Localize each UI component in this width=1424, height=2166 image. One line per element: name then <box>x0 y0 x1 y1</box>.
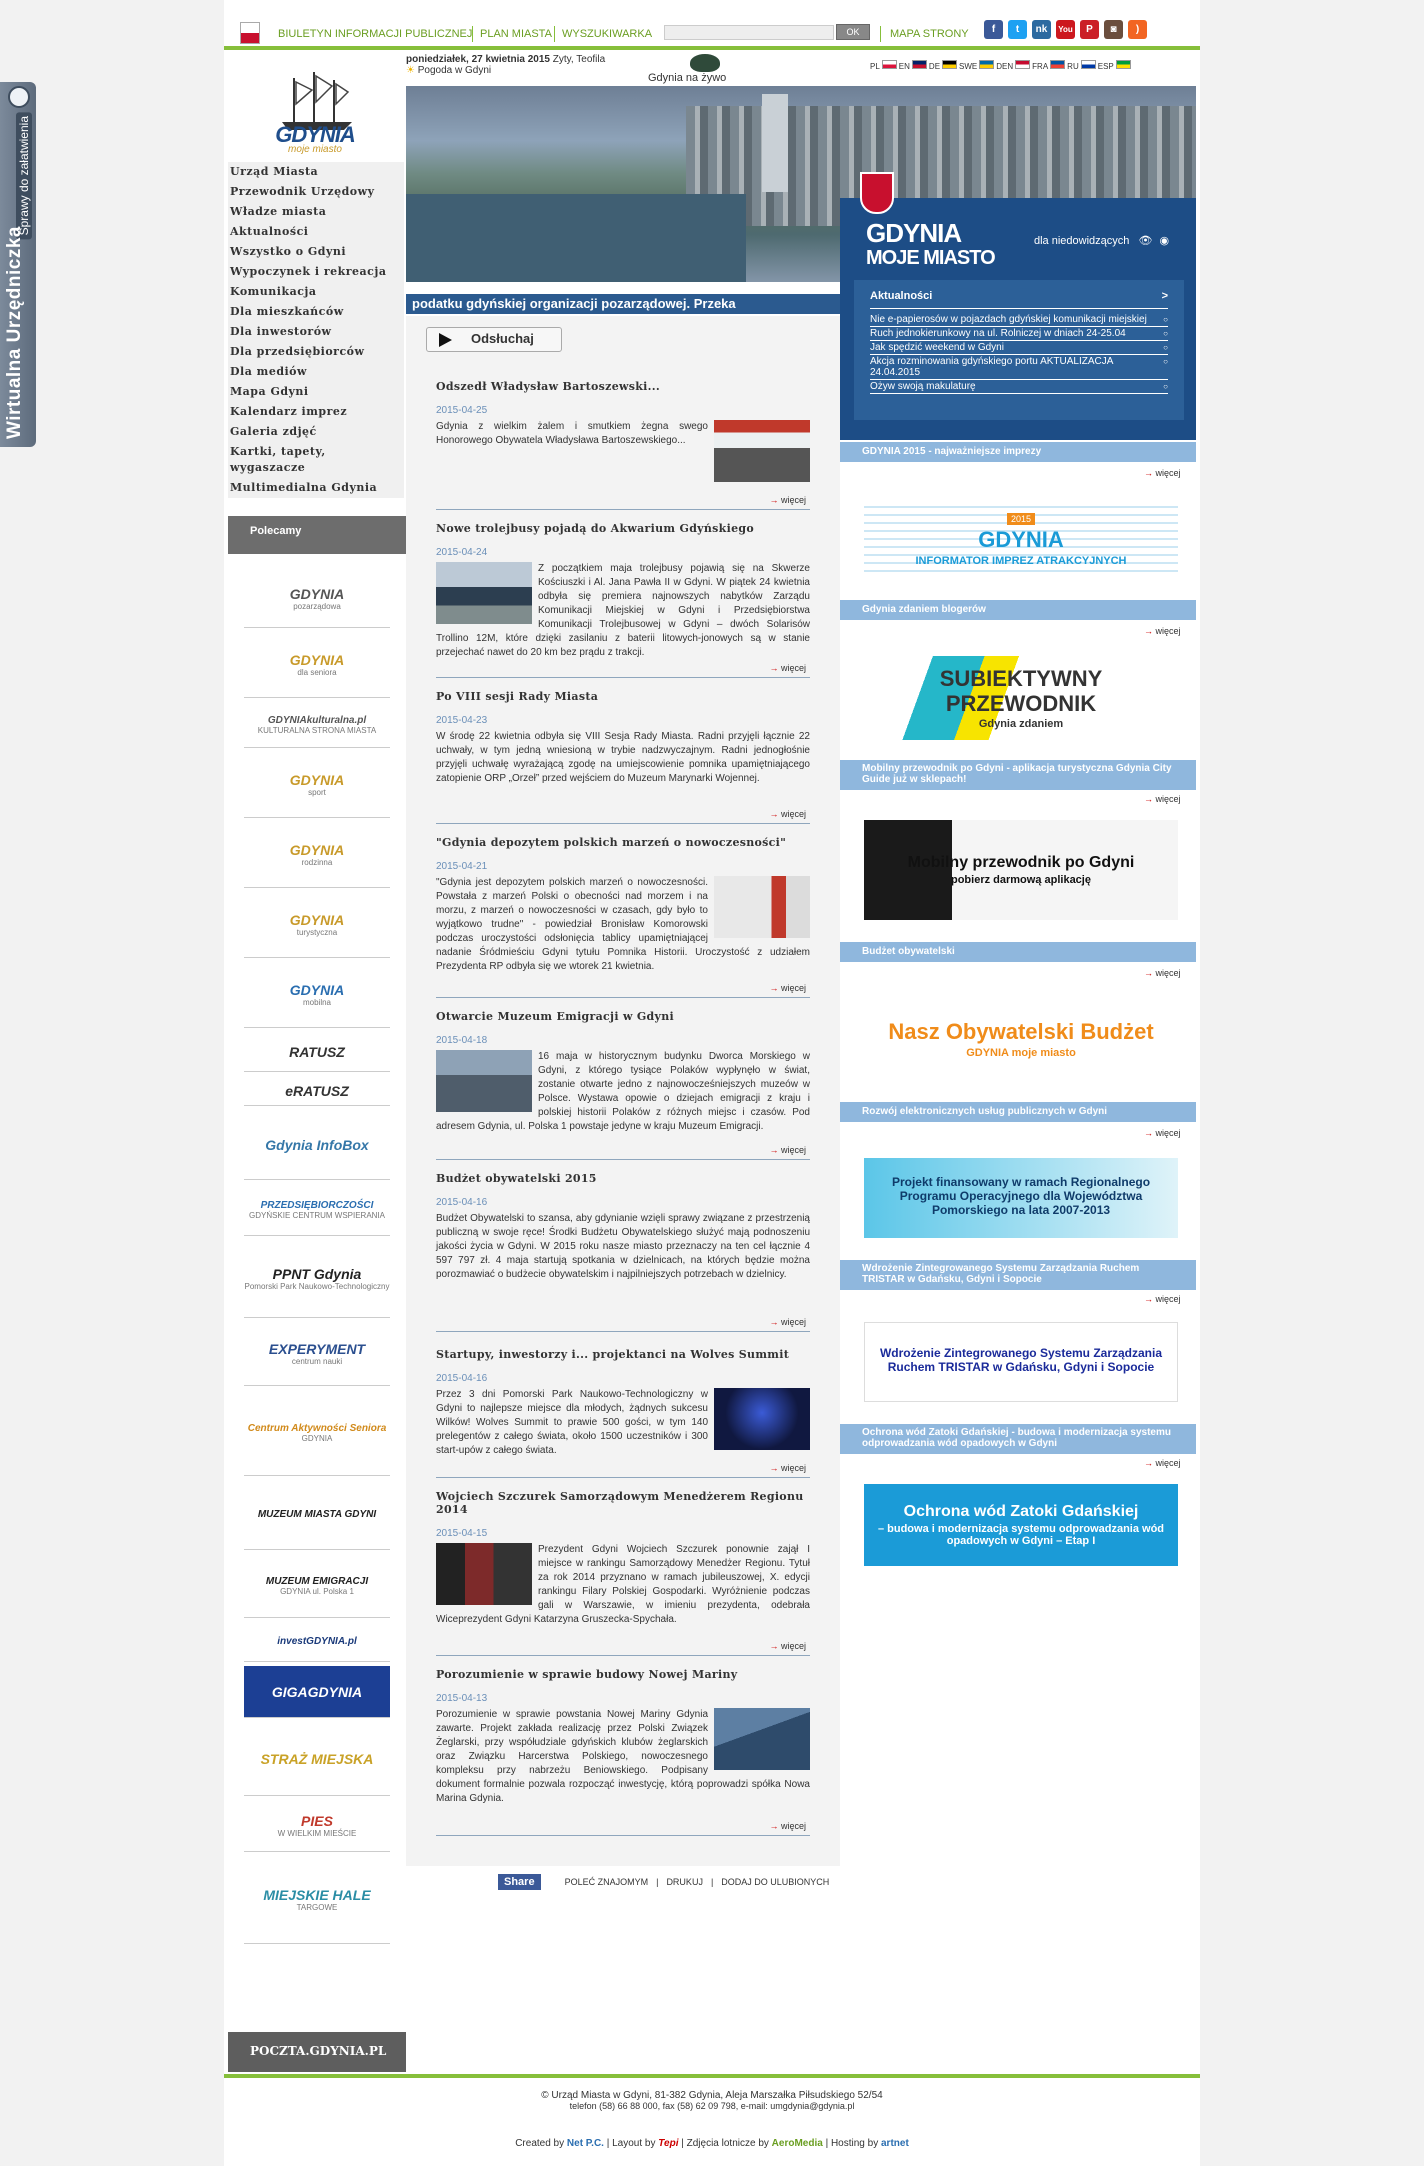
article-thumbnail[interactable] <box>714 1388 810 1450</box>
pinterest-icon[interactable]: P <box>1080 20 1099 39</box>
language-en[interactable]: EN <box>899 60 927 71</box>
article-date: 2015-04-13 <box>436 1693 488 1704</box>
article-title[interactable]: Po VIII sesji Rady Miasta <box>436 690 599 703</box>
promo-label: MUZEUM EMIGRACJI <box>265 1575 369 1587</box>
left-navigation <box>228 162 404 498</box>
banner-headline: SUBIEKTYWNY PRZEWODNIK <box>939 665 1103 716</box>
date-bar <box>406 54 605 76</box>
right-banner[interactable] <box>864 1484 1178 1566</box>
name-day: Zyty, Teofila <box>552 54 606 65</box>
listen-button[interactable]: Odsłuchaj <box>426 327 562 352</box>
nav-item[interactable]: Dla przedsiębiorców <box>230 345 365 358</box>
promo-label: Centrum Aktywności Seniora <box>247 1422 387 1434</box>
footer-address: © Urząd Miasta w Gdyni, 81-382 Gdynia, Aleja Marszałka Piłsudskiego 52/54 <box>541 2090 883 2101</box>
more-link[interactable]: → więcej <box>1144 1294 1181 1304</box>
article-thumbnail[interactable] <box>714 420 810 482</box>
more-link[interactable]: → więcej <box>769 1145 808 1157</box>
news-article <box>436 1348 810 1478</box>
facebook-icon[interactable]: f <box>984 20 1003 39</box>
article-lead: Gdynia z wielkim żalem i smutkiem żegna swego Honorowego Obywatela Władysława Bartoszewskiego... <box>436 421 708 446</box>
webcam-icon[interactable] <box>690 54 720 72</box>
search-input[interactable] <box>664 25 834 40</box>
clerk-icon <box>8 86 30 108</box>
promo-banner[interactable] <box>244 632 390 698</box>
print-link[interactable]: DRUKUJ <box>666 1877 703 1887</box>
eye-icon: 👁 <box>1138 235 1153 247</box>
right-banner[interactable] <box>864 998 1178 1080</box>
promo-sub: GDYŃSKIE CENTRUM WSPIERANIA <box>248 1210 385 1220</box>
more-link[interactable]: → więcej <box>1144 468 1181 478</box>
article-title[interactable]: Porozumienie w sprawie budowy Nowej Mariny <box>436 1668 738 1681</box>
more-link[interactable]: → więcej <box>769 495 808 507</box>
promo-sub: GDYNIA ul. Polska 1 <box>280 1586 354 1596</box>
banner-headline: Mobilny przewodnik po Gdyni <box>907 853 1135 871</box>
nav-item[interactable]: Kalendarz imprez <box>230 405 348 418</box>
nav-item[interactable]: Wszystko o Gdyni <box>230 245 347 258</box>
youtube-icon[interactable]: You <box>1056 20 1075 39</box>
right-banner[interactable] <box>864 502 1178 578</box>
weather-icon: ☀ <box>406 65 415 76</box>
article-title[interactable]: Budżet obywatelski 2015 <box>436 1172 597 1185</box>
rss-icon[interactable]: ) <box>1128 20 1147 39</box>
news-panel-item[interactable]: Jak spędzić weekend w Gdyni ○ <box>870 341 1168 355</box>
promo-label: EXPERYMENT <box>268 1341 366 1357</box>
banner-subline: Gdynia zdaniem <box>978 718 1064 731</box>
logo-wordmark: GDYNIA <box>275 122 355 147</box>
article-thumbnail[interactable] <box>714 876 810 938</box>
footer <box>224 2074 1200 2111</box>
promo-label: PIES <box>301 1813 333 1829</box>
nav-item[interactable]: Kartki, tapety, wygaszacze <box>230 445 326 474</box>
promo-label: MUZEUM MIASTA GDYNI <box>257 1509 377 1520</box>
news-article <box>436 1010 810 1160</box>
nav-item[interactable]: Aktualności <box>230 225 309 238</box>
news-article <box>436 1668 810 1836</box>
article-lead: Z początkiem maja trolejbusy pojawią się na Skwerze Kościuszki i Al. Jana Pawła II w Gdyni. W piątek 24 kwietnia odbyła się premiera najnowszych nabytków Zarządu Komunikacji Miejskiej w Gdyni i Przedsiębiorstwa Komunikacji Trolejbusowej w Gdyni – dwóch Solarisów Trollino 12M, które dzięki zasilaniu z baterii litowych-jonowych są w stanie przejechać nawet do 20 km bez prądu z trakcji. <box>436 563 810 658</box>
right-section-title[interactable]: Budżet obywatelski <box>840 942 1196 962</box>
recommend-link[interactable]: POLEĆ ZNAJOMYM <box>564 1877 649 1887</box>
flag-icon <box>942 60 957 69</box>
article-title[interactable]: Otwarcie Muzeum Emigracji w Gdyni <box>436 1010 674 1023</box>
promo-banner[interactable] <box>244 1800 390 1852</box>
promo-banner[interactable] <box>244 1480 390 1550</box>
nav-item[interactable]: Dla mieszkańców <box>230 305 344 318</box>
promo-label: GDYNIAkulturalna.pl <box>267 714 367 726</box>
promo-banner[interactable] <box>244 1110 390 1180</box>
article-title[interactable]: "Gdynia depozytem polskich marzeń o nowoczesności" <box>436 836 787 849</box>
news-article <box>436 380 810 510</box>
article-date: 2015-04-25 <box>436 405 488 416</box>
promo-label: PPNT Gdynia <box>272 1266 362 1282</box>
nav-item[interactable]: Multimedialna Gdynia <box>230 481 378 494</box>
gdynia-logo[interactable] <box>224 60 404 160</box>
more-link[interactable]: → więcej <box>769 809 808 821</box>
low-vision-link[interactable]: dla niedowidzących 👁 ◉ <box>1034 235 1170 247</box>
promo-banner[interactable] <box>244 1184 390 1236</box>
promo-sub: sport <box>308 788 326 797</box>
right-section-title[interactable]: Gdynia zdaniem blogerów <box>840 600 1196 620</box>
clerk-subtitle: Sprawy do załatwienia <box>16 112 32 239</box>
right-section-title[interactable]: GDYNIA 2015 - najważniejsze imprezy <box>840 442 1196 462</box>
article-thumbnail[interactable] <box>436 1543 532 1605</box>
right-section-title[interactable]: Wdrożenie Zintegrowanego Systemu Zarządzania Ruchem TRISTAR w Gdańsku, Gdyni i Sopocie <box>840 1260 1196 1290</box>
promo-label: GIGAGDYNIA <box>271 1683 363 1700</box>
nav-item[interactable]: Przewodnik Urzędowy <box>230 185 375 198</box>
promo-label: GDYNIA <box>289 912 345 928</box>
news-ticker[interactable]: podatku gdyńskiej organizacji pozarządowej. Przeka <box>406 294 856 314</box>
more-link[interactable]: → więcej <box>1144 794 1181 804</box>
flag-icon <box>912 60 927 69</box>
nav-item[interactable]: Dla mediów <box>230 365 307 378</box>
promo-label: GDYNIA <box>289 982 345 998</box>
bip-link[interactable]: BIULETYN INFORMACJI PUBLICZNEJ <box>278 28 473 40</box>
live-cam-link[interactable]: Gdynia na żywo <box>648 72 727 84</box>
promo-banner[interactable] <box>244 1554 390 1618</box>
share-bar: Share POLEĆ ZNAJOMYM | DRUKUJ | DODAJ DO ULUBIONYCH <box>498 1872 838 1892</box>
footer-credits: Created by Net P.C. | Layout by Tepi | Zdjęcia lotnicze by AeroMedia | Hosting by artnet <box>515 2138 909 2149</box>
news-panel-item[interactable]: Ruch jednokierunkowy na ul. Rolniczej w dniach 24-25.04 ○ <box>870 327 1168 341</box>
article-lead: Prezydent Gdyni Wojciech Szczurek ponownie zajął I miejsce w rankingu Samorządowy Menedżer Regionu. Tytuł za rok 2014 przyznano w ramach jubileuszowej, X. edycji rankingu Filary Polskiej Gospodarki. Wyróżnienie podczas gali w Warszawie, w imieniu prezydenta, odebrała Wiceprezydent Gdyni Katarzyna Gruszecka-Spychała. <box>436 1544 810 1625</box>
article-lead: Budżet Obywatelski to szansa, aby gdynianie wzięli sprawy związane z przestrzenią publiczną w swoje ręce! Środki Budżetu Obywatelskiego służyć mają podnoszeniu jakości życia w Gdyni. W 2015 roku nasze miasto przeznaczy na ten cel łącznie 4 597 797 zł. 4 maja startują spotkania w dzielnicach, na których będzie można porozmawiać o budżecie obywatelskim i najpilniejszych potrzebach w dzielnicy. <box>436 1213 810 1280</box>
news-panel-item[interactable]: Akcja rozminowania gdyńskiego portu AKTUALIZACJA 24.04.2015 ○ <box>870 355 1168 380</box>
promo-label: GDYNIA <box>289 772 345 788</box>
nav-item[interactable]: Mapa Gdyni <box>230 385 309 398</box>
more-link[interactable]: → więcej <box>769 983 808 995</box>
article-title[interactable]: Nowe trolejbusy pojadą do Akwarium Gdyńskiego <box>436 522 754 535</box>
language-esp[interactable]: ESP <box>1098 60 1131 71</box>
banner-headline: GDYNIA <box>978 527 1064 553</box>
article-lead: Przez 3 dni Pomorski Park Naukowo-Technologiczny w Gdyni to najlepsze miejsce dla młodych, żądnych sukcesu Wilków! Wolves Summit to prawie 500 gości, w tym 140 prelegentów z całego świata, około 1500 uczestników i 300 start-upów z całego świata. <box>436 1389 708 1456</box>
footer-contact: telefon (58) 66 88 000, fax (58) 62 09 798, e-mail: umgdynia@gdynia.pl <box>569 2101 855 2111</box>
news-panel <box>854 280 1184 420</box>
news-article <box>436 1172 810 1332</box>
nav-item[interactable]: Komunikacja <box>230 285 317 298</box>
top-bar <box>224 14 1200 50</box>
news-panel-heading[interactable]: Aktualności > <box>870 290 1168 309</box>
promo-label: eRATUSZ <box>285 1082 349 1099</box>
article-date: 2015-04-24 <box>436 547 488 558</box>
promo-sub: rodzinna <box>301 858 333 867</box>
banner-headline: Wdrożenie Zintegrowanego Systemu Zarządzania Ruchem TRISTAR w Gdańsku, Gdyni i Sopocie <box>879 1346 1163 1374</box>
banner-subline: – budowa i modernizacja systemu odprowadzania wód opadowych w Gdyni – Etap I <box>877 1523 1165 1548</box>
flag-icon <box>1116 60 1131 69</box>
city-plan-link[interactable]: PLAN MIASTA <box>480 28 552 40</box>
promo-banner[interactable] <box>244 1666 390 1718</box>
aeromedia-link[interactable]: AeroMedia <box>771 2138 823 2149</box>
promo-banner[interactable] <box>244 702 390 748</box>
banner-headline: Ochrona wód Zatoki Gdańskiej <box>903 1502 1139 1520</box>
banner-badge: 2015 <box>1007 513 1035 525</box>
promo-label: GDYNIA <box>289 586 345 602</box>
promo-label: RATUSZ <box>289 1043 345 1060</box>
promo-banner[interactable] <box>244 1856 390 1944</box>
bip-flag-icon[interactable] <box>240 22 260 44</box>
promo-banner[interactable] <box>244 1622 390 1662</box>
promo-banner[interactable] <box>244 892 390 958</box>
banner-headline: Nasz Obywatelski Budżet <box>888 1019 1154 1045</box>
weather-link[interactable]: Pogoda w Gdyni <box>417 65 492 76</box>
nk-icon[interactable]: nk <box>1032 20 1051 39</box>
promo-label: GDYNIA <box>289 842 345 858</box>
right-banner[interactable] <box>864 656 1178 740</box>
nav-item[interactable]: Urząd Miasta <box>230 165 319 178</box>
nav-item[interactable]: Galeria zdjęć <box>230 425 317 438</box>
facebook-share-button[interactable]: Share <box>498 1874 541 1890</box>
promo-sub: mobilna <box>302 998 331 1007</box>
clerk-title: Wirtualna Urzędniczka <box>4 225 25 439</box>
promo-label: Gdynia InfoBox <box>265 1136 369 1153</box>
promo-banner[interactable] <box>244 962 390 1028</box>
article-date: 2015-04-16 <box>436 1197 488 1208</box>
article-date: 2015-04-16 <box>436 1373 488 1384</box>
promo-banner[interactable] <box>244 1076 390 1106</box>
article-lead: 16 maja w historycznym budynku Dworca Morskiego w Gdyni, z którego tysiące Polaków wypłynęło w świat, zostanie otwarte jedno z najnowocześniejszych muzeów w Polsce. Wystawa opowie o dziejach emigracji z kraju i polskiej historii Polaków z różnych miejsc i czasów. Pod adresem Gdynia, ul. Polska 1 powstaje jedyne w kraju Muzeum Emigracji. <box>436 1051 810 1132</box>
more-link[interactable]: → więcej <box>769 663 808 675</box>
banner-subline: INFORMATOR IMPREZ ATRAKCYJNYCH <box>915 554 1127 567</box>
artnet-link[interactable]: artnet <box>880 2138 909 2149</box>
tepi-link[interactable]: Tepi <box>658 2138 679 2149</box>
more-link[interactable]: → więcej <box>1144 1458 1181 1468</box>
right-banner[interactable] <box>864 820 1178 920</box>
news-article <box>436 690 810 824</box>
language-fra[interactable]: FRA <box>1032 60 1065 71</box>
promo-sub: pozarządowa <box>293 602 341 611</box>
page <box>224 0 1200 2166</box>
article-thumbnail[interactable] <box>436 562 532 624</box>
article-title[interactable]: Odszedł Władysław Bartoszewski... <box>436 380 661 393</box>
flag-icon <box>882 60 897 69</box>
banner-subline: GDYNIA moje miasto <box>966 1046 1076 1059</box>
news-article <box>436 522 810 678</box>
logo-tagline: moje miasto <box>288 144 342 155</box>
promo-banner[interactable] <box>244 570 390 628</box>
right-section-title[interactable]: Mobilny przewodnik po Gdyni - aplikacja turystyczna Gdynia City Guide już w sklepach! <box>840 760 1196 790</box>
promo-sub: turystyczna <box>296 928 338 937</box>
overlay-title: GDYNIA MOJE MIASTO <box>866 218 995 269</box>
right-section-title[interactable]: Rozwój elektronicznych usług publicznych w Gdyni <box>840 1102 1196 1122</box>
more-link[interactable]: → więcej <box>769 1463 808 1475</box>
flag-icon <box>1081 60 1096 69</box>
language-swe[interactable]: SWE <box>959 60 994 71</box>
promo-label: GDYNIA <box>289 652 345 668</box>
more-link[interactable]: → więcej <box>769 1641 808 1653</box>
search-ok-button[interactable]: OK <box>836 24 870 40</box>
bookmark-link[interactable]: DODAJ DO ULUBIONYCH <box>721 1877 830 1887</box>
promo-label: MIEJSKIE HALE <box>263 1887 371 1903</box>
promo-label: investGDYNIA.pl <box>277 1636 357 1647</box>
article-date: 2015-04-18 <box>436 1035 488 1046</box>
poczta-link[interactable]: POCZTA.GDYNIA.PL <box>228 2032 406 2072</box>
language-den[interactable]: DEN <box>996 60 1030 71</box>
speaker-icon: ◉ <box>1159 235 1170 247</box>
twitter-icon[interactable]: t <box>1008 20 1027 39</box>
news-article <box>436 1490 810 1656</box>
language-selector <box>870 60 1131 71</box>
flag-icon <box>1050 60 1065 69</box>
right-banner[interactable] <box>864 1158 1178 1238</box>
promo-label: STRAŻ MIEJSKA <box>260 1750 374 1767</box>
gdynia-crest-icon <box>860 172 894 214</box>
article-title[interactable]: Startupy, inwestorzy i... projektanci na Wolves Summit <box>436 1348 790 1361</box>
promo-banner[interactable] <box>244 752 390 818</box>
promo-banner[interactable] <box>244 822 390 888</box>
virtual-clerk-tab[interactable] <box>0 82 36 447</box>
article-lead: "Gdynia jest depozytem polskich marzeń o nowoczesności. Powstała z marzeń Polski o obecności nad morzem i na morzu, z marzeń o nowoczesności w czasach, gdy było to wyjątkowo trudne" - powiedział Bronisław Komorowski podczas uroczystości odsłonięcia tablicy upamiętniającej nadanie Śródmieściu Gdyni tytułu Pomnika Historii. Uroczystość z udziałem Prezydenta RP odbyła się we wtorek 21 kwietnia. <box>436 877 810 972</box>
promo-banner[interactable] <box>244 1240 390 1318</box>
article-date: 2015-04-21 <box>436 861 488 872</box>
article-date: 2015-04-15 <box>436 1528 488 1539</box>
promo-banner[interactable] <box>244 1722 390 1796</box>
article-thumbnail[interactable] <box>714 1708 810 1770</box>
nav-item[interactable]: Wypoczynek i rekreacja <box>230 265 387 278</box>
banner-subline: pobierz darmową aplikację <box>950 874 1091 887</box>
site-map-link[interactable]: MAPA STRONY <box>890 28 969 40</box>
article-title[interactable]: Wojciech Szczurek Samorządowym Menedżerem Regionu 2014 <box>436 1490 804 1516</box>
language-pl[interactable]: PL <box>870 60 897 71</box>
flag-icon <box>979 60 994 69</box>
promo-banner[interactable] <box>244 1390 390 1476</box>
more-link[interactable]: → więcej <box>1144 968 1181 978</box>
netpc-link[interactable]: Net P.C. <box>566 2138 604 2149</box>
nav-item[interactable]: Władze miasta <box>230 205 327 218</box>
more-link[interactable]: → więcej <box>1144 1128 1181 1138</box>
banner-headline: Projekt finansowany w ramach Regionalnego Programu Operacyjnego dla Województwa Pomorskiego na lata 2007-2013 <box>891 1175 1151 1217</box>
promo-sub: GDYNIA <box>301 1433 333 1443</box>
promo-sub: TARGOWE <box>296 1903 338 1912</box>
right-banner[interactable] <box>864 1322 1178 1402</box>
promo-banner[interactable] <box>244 1032 390 1072</box>
more-link[interactable]: → więcej <box>769 1821 808 1833</box>
search-link[interactable]: WYSZUKIWARKA <box>562 28 653 40</box>
promo-label: PRZEDSIĘBIORCZOŚCI <box>260 1199 374 1211</box>
promo-sub: W WIELKIM MIEŚCIE <box>277 1829 357 1838</box>
right-section-title[interactable]: Ochrona wód Zatoki Gdańskiej - budowa i modernizacja systemu odprowadzania wód opadowych w Gdyni <box>840 1424 1196 1454</box>
promo-banner[interactable] <box>244 1322 390 1386</box>
news-panel-item[interactable]: Ożyw swoją makulaturę ○ <box>870 380 1168 394</box>
language-ru[interactable]: RU <box>1067 60 1096 71</box>
flag-icon <box>1015 60 1030 69</box>
current-date: poniedziałek, 27 kwietnia 2015 <box>406 54 550 65</box>
article-thumbnail[interactable] <box>436 1050 532 1112</box>
article-lead: Porozumienie w sprawie powstania Nowej Mariny Gdynia zawarte. Projekt zakłada realizację przez Polski Związek Żeglarski, przy współudziale gdyńskich klubów żeglarskich oraz Związku Harcerstwa Polskiego, nowoczesnego kompleksu przy nabrzeżu Beniowskiego. Podpisany dokument formalnie pozwala rozpocząć inwestycję, którą poprowadzi spółka Nowa Marina Gdynia. <box>436 1709 810 1804</box>
more-link[interactable]: → więcej <box>1144 626 1181 636</box>
news-panel-item[interactable]: Nie e-papierosów w pojazdach gdyńskiej komunikacji miejskiej ○ <box>870 313 1168 327</box>
polecamy-header: Polecamy <box>228 516 406 554</box>
nav-item[interactable]: Dla inwestorów <box>230 325 332 338</box>
more-link[interactable]: → więcej <box>769 1317 808 1329</box>
promo-sub: centrum nauki <box>291 1357 343 1366</box>
article-date: 2015-04-23 <box>436 715 488 726</box>
language-de[interactable]: DE <box>929 60 957 71</box>
article-lead: W środę 22 kwietnia odbyła się VIII Sesja Rady Miasta. Radni przyjęli łącznie 22 uchwały, w tym jedną wniesioną w trybie nadzwyczajnym. Radni jednogłośnie przyjęli uchwałę wyrażającą zgodę na umiejscowienie pomnika upamiętniającego zatopienie ORP „Orzeł” przed wejściem do Muzeum Marynarki Wojennej. <box>436 731 810 784</box>
promo-sub: Pomorski Park Naukowo-Technologiczny <box>244 1282 390 1291</box>
news-article <box>436 836 810 998</box>
promo-sub: dla seniora <box>297 668 337 677</box>
instagram-icon[interactable]: ◙ <box>1104 20 1123 39</box>
promo-sub: KULTURALNA STRONA MIASTA <box>257 725 377 735</box>
